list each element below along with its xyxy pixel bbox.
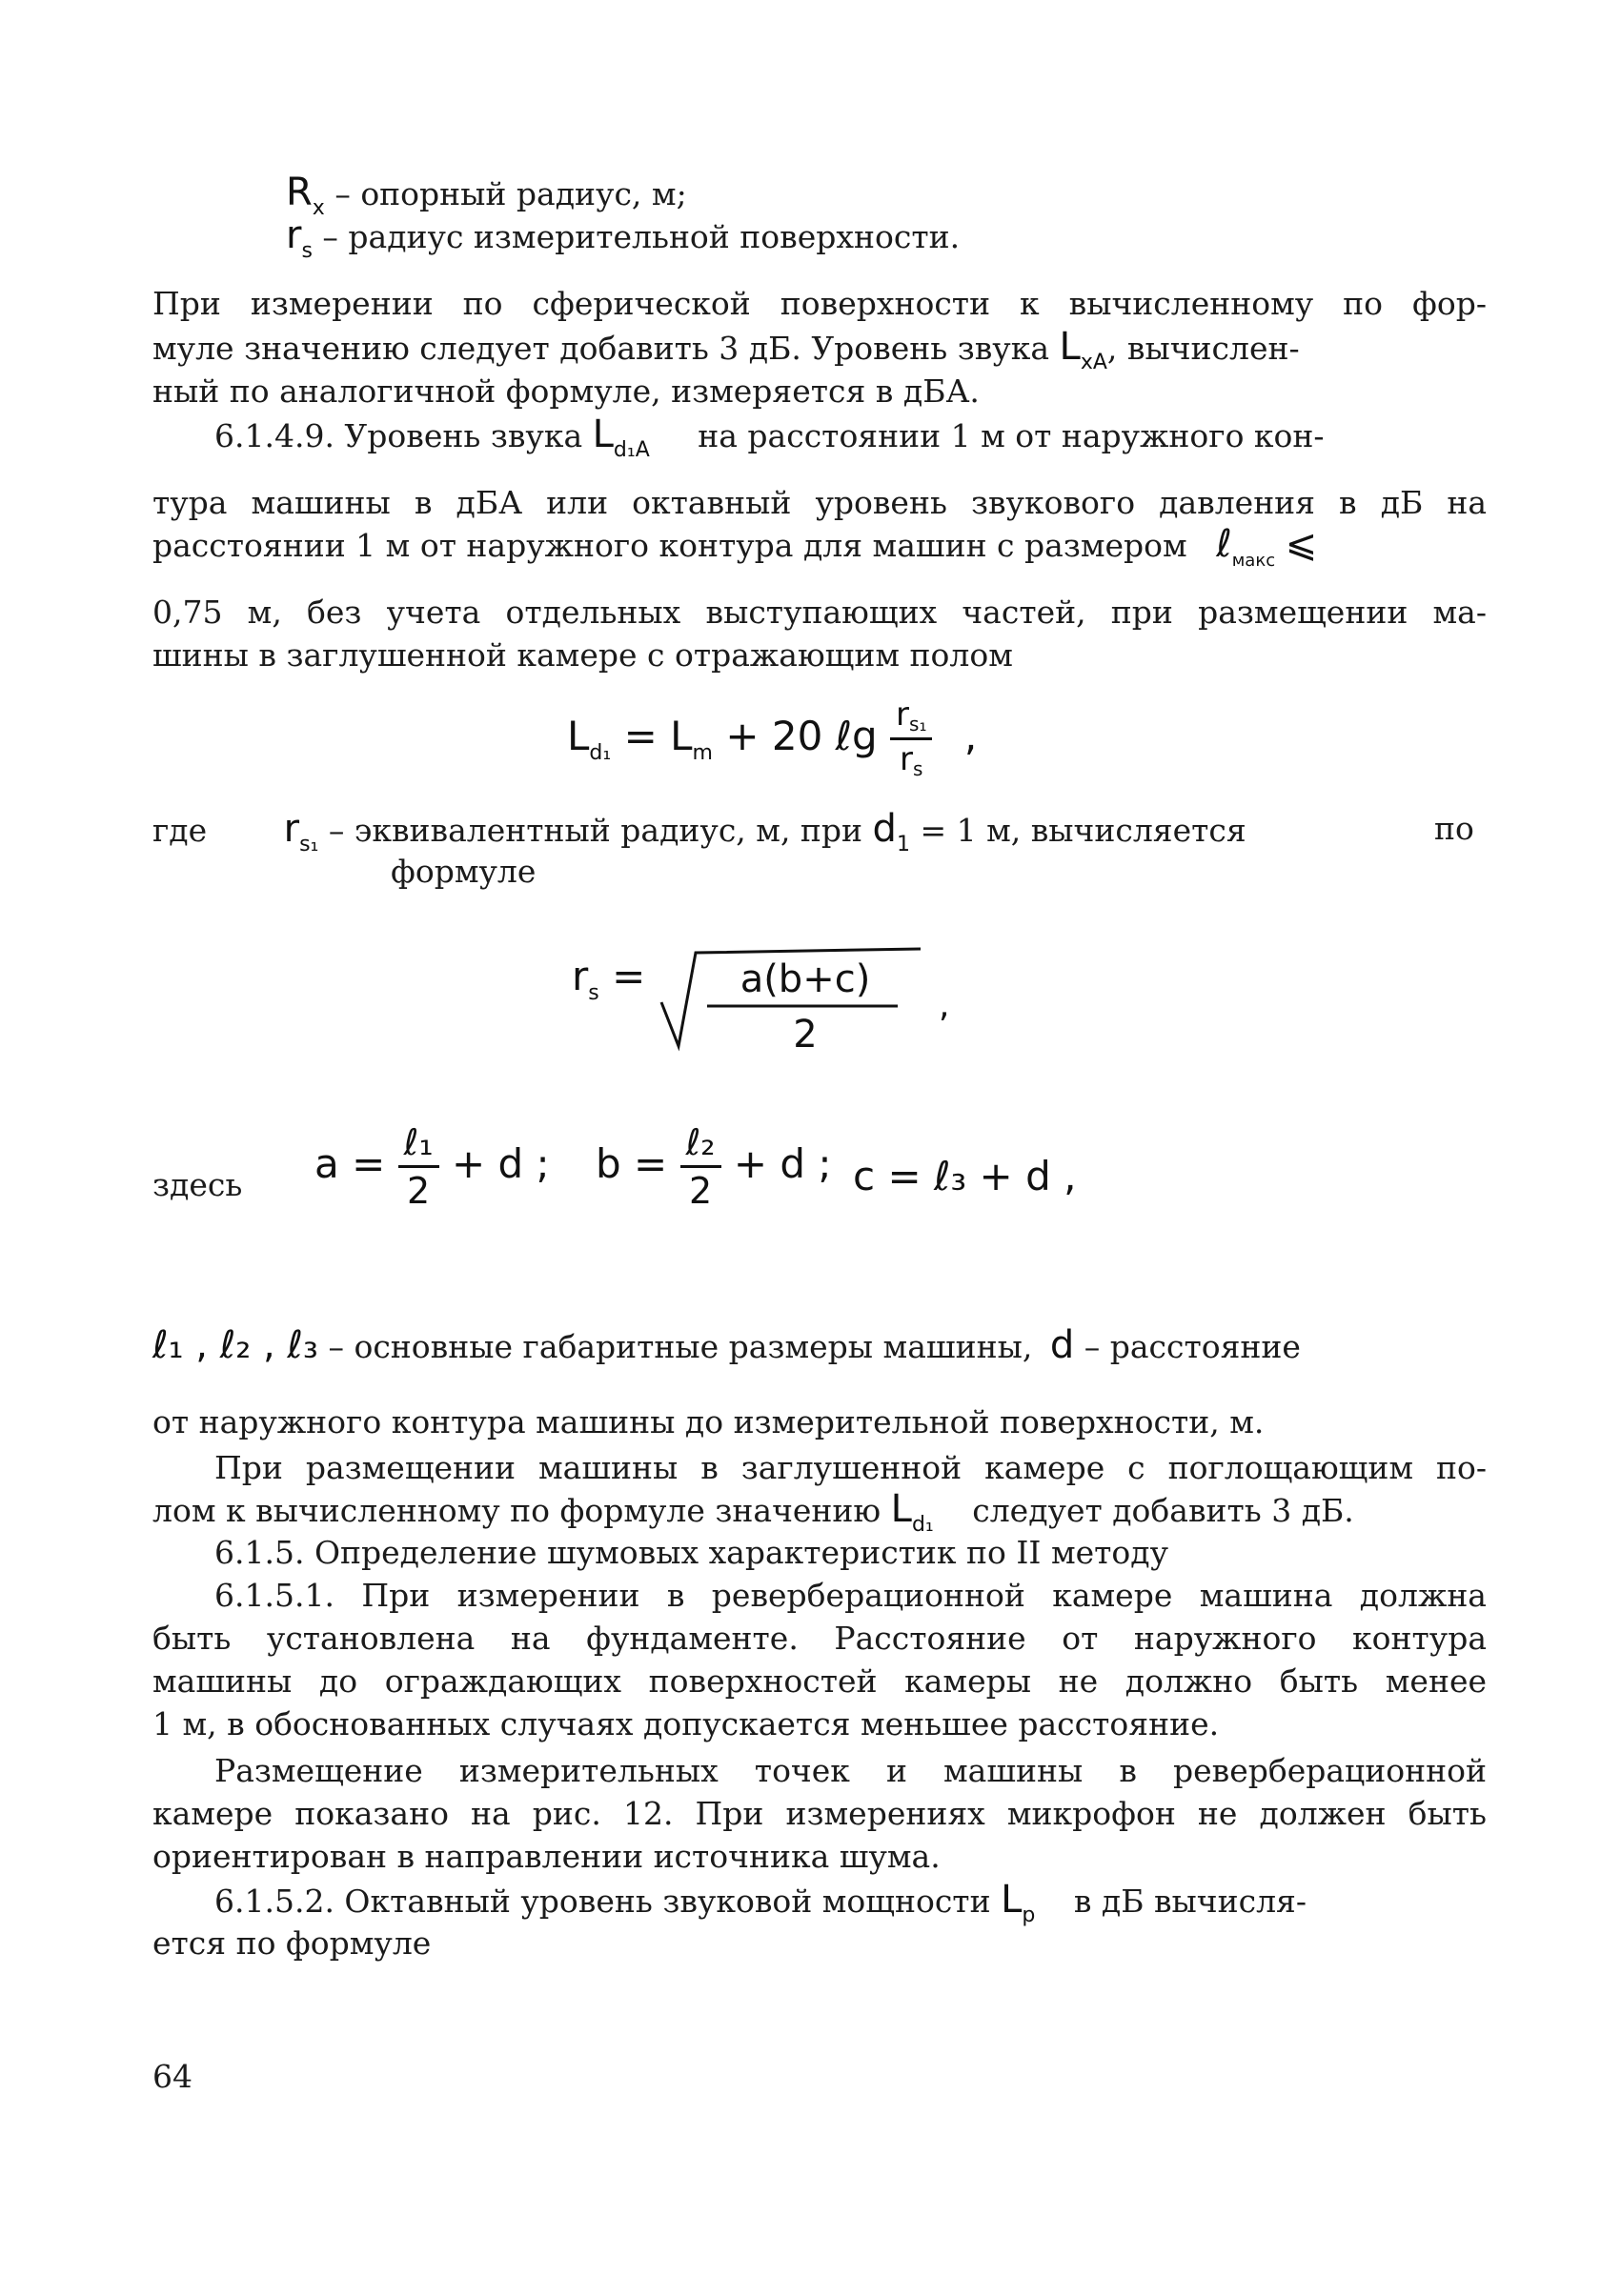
lmaks-subscript: макс [1231,551,1276,571]
p1-l2-text: муле значению следует добавить 3 дБ. Уровень звука [152,330,1050,367]
paragraph-5-line-1: 6.1.5.1. При измерении в реверберационной камере машина должна [214,1577,1487,1614]
ld1a-symbol: L [592,413,614,456]
paragraph-7-line-2: ется по формуле [152,1924,432,1962]
ld1a-subscript: d₁A [613,438,650,462]
b-lhs: b = [596,1140,668,1187]
b-num: ℓ₂ [680,1119,721,1168]
f1-comma: , [963,713,978,759]
rx-definition-text: – опорный радиус, м; [334,175,687,212]
p7-l1-text: 6.1.5.2. Октавный уровень звуковой мощности [214,1883,991,1920]
p3-l2-text: лом к вычисленному по формуле значению [152,1492,881,1529]
f1-lhs: L [567,713,590,759]
lp-subscript: p [1022,1903,1036,1927]
where-word: где [152,812,208,849]
d1-symbol: d [872,807,897,851]
paragraph-1-line-2 [152,326,1487,375]
dimensions-line-2: от наружного контура машины до измерительной поверхности, м. [152,1403,1265,1440]
p1-l2-tail: , вычислен- [1106,330,1300,367]
p2-l1-tail: на расстоянии 1 м от наружного кон- [698,417,1325,454]
rs-subscript: s [301,239,313,263]
p2-l1-text: 6.1.4.9. Уровень звука [214,417,583,454]
rx-definition [286,171,687,220]
a-den: 2 [407,1170,431,1212]
ld1-subscript: d₁ [911,1513,934,1537]
leq-symbol: ⩽ [1285,522,1318,566]
f1-den: r [900,740,914,778]
p7-l1-tail: в дБ вычисля- [1073,1883,1307,1920]
page-number: 64 [152,2058,192,2095]
lp-symbol: L [1001,1878,1023,1922]
rx-symbol: R [286,171,313,214]
lxa-symbol: L [1059,325,1081,369]
b-fraction [680,1119,721,1214]
f1-num: r [896,695,910,734]
formula-a [314,1119,550,1214]
a-num: ℓ₁ [398,1119,439,1168]
formula-rs [572,953,646,1005]
a-fraction [398,1119,439,1214]
paragraph-1-line-1: При измерении по сферической поверхности к вычисленному по фор- [152,285,1487,322]
dims-definition: – основные габаритные размеры машины, [328,1328,1033,1365]
rs1-symbol: r [283,807,300,851]
rs1-subscript: s₁ [299,833,319,856]
lxa-subscript: xA [1080,351,1107,374]
f1-num-sub: s₁ [909,713,927,735]
section-heading-6-1-5: 6.1.5. Определение шумовых характеристик по II методу [214,1534,1169,1571]
where-formula-word: формуле [391,853,537,890]
formula-b [596,1119,832,1214]
paragraph-1-line-3: ный по аналогичной формуле, измеряется в дБА. [152,373,980,410]
f2-denominator: 2 [793,1013,818,1057]
a-lhs: a = [314,1140,386,1187]
f1-den-sub: s [913,757,923,780]
lmaks-symbol: ℓ [1216,522,1232,566]
paragraph-5-line-4: 1 м, в обоснованных случаях допускается меньшее расстояние. [152,1705,1220,1742]
f2-numerator: a(b+c) [740,957,871,1001]
paragraph-7-line-1 [214,1879,1549,1928]
d-symbol: d [1049,1323,1075,1367]
paragraph-3-line-2 [152,1488,1487,1538]
ld1-symbol: L [890,1487,912,1531]
dims-distance: – расстояние [1084,1328,1301,1365]
f1-lm: L [670,713,693,759]
p3-l2-tail: следует добавить 3 дБ. [972,1492,1354,1529]
f2-equals: = [612,953,646,999]
paragraph-6-line-3: ориентирован в направлении источника шума. [152,1838,941,1875]
paragraph-3-line-1: При размещении машины в заглушенной камере с поглощающим по- [214,1449,1487,1486]
f2-lhs: r [572,953,589,999]
rx-subscript: x [312,196,325,220]
formula-c: c = ℓ₃ + d , [853,1153,1077,1199]
rs-definition [286,214,960,263]
dimensions-line [152,1324,1301,1368]
paragraph-2-line-3 [152,523,1487,574]
rs-symbol: r [286,213,302,257]
b-den: 2 [688,1170,713,1212]
where-po: по [1434,810,1474,847]
paragraph-2-line-2: тура машины в дБА или октавный уровень звукового давления в дБ на [152,484,1487,521]
f1-equals: = [623,713,658,759]
paragraph-5-line-3: машины до ограждающих поверхностей камеры не должно быть менее [152,1662,1487,1700]
a-tail: + d ; [451,1140,550,1187]
f1-plus-term: + 20 ℓg [725,713,878,759]
paragraph-5-line-2: быть установлена на фундаменте. Расстояние от наружного контура [152,1620,1487,1657]
dims-symbols: ℓ₁ , ℓ₂ , ℓ₃ [152,1323,318,1367]
f1-fraction [890,695,932,782]
paragraph-2-line-4: 0,75 м, без учета отдельных выступающих частей, при размещении ма- [152,594,1487,631]
paragraph-6-line-1: Размещение измерительных точек и машины в реверберационной [214,1752,1487,1789]
where-line [152,808,1246,856]
p2-l3-text: расстоянии 1 м от наружного контура для машин с размером [152,527,1187,564]
f1-lhs-sub: d₁ [589,741,612,765]
formula-ld1 [567,695,977,782]
where-definition: – эквивалентный радиус, м, при [328,812,863,849]
rs-definition-text: – радиус измерительной поверхности. [322,218,961,255]
f2-lhs-sub: s [588,981,599,1005]
paragraph-2-line-1 [214,413,1549,463]
where-d1-text: = 1 м, вычисляется [920,812,1246,849]
paragraph-6-line-2: камере показано на рис. 12. При измерениях микрофон не должен быть [152,1795,1487,1832]
f2-comma: , [939,986,950,1025]
f1-lm-sub: m [692,741,713,765]
d1-subscript: 1 [896,833,910,856]
b-tail: + d ; [733,1140,832,1187]
here-word: здесь [152,1166,243,1203]
paragraph-2-line-5: шины в заглушенной камере с отражающим полом [152,636,1013,674]
